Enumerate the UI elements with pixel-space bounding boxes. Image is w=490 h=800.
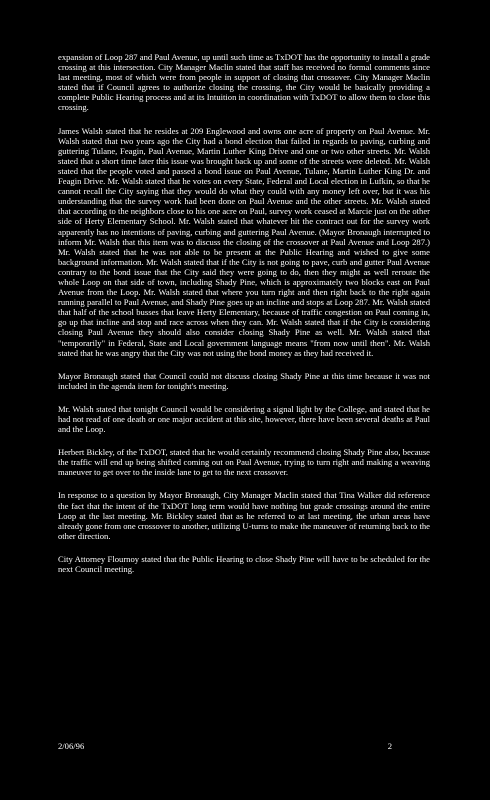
paragraph-crossover-closing: expansion of Loop 287 and Paul Avenue, up until such time as TxDOT has the opportunity to install a grade crossing at this intersection. City Manager Maclin stated that staff has received no formal comments since last meeting, most of which were from people in support of closing that crossover. City Manager Maclin stated that if Council agrees to authorize closing the crossing, the City would be basically providing a complete Public Hearing process and at its Intuition in coordination with TxDOT to allow them to close this crossing. (58, 52, 430, 113)
paragraph-walsh-signal-light: Mr. Walsh stated that tonight Council would be considering a signal light by the College, and stated that he had not read of one death or one major accident at this site, however, there have been several deaths at Paul and the Loop. (58, 403, 430, 435)
paragraph-mayor-shady-pine: Mayor Bronaugh stated that Council could not discuss closing Shady Pine at this time because it was not included in the agenda item for tonight's meeting. (58, 370, 430, 391)
paragraph-bickley-recommendation: Herbert Bickley, of the TxDOT, stated that he would certainly recommend closing Shady Pine also, because the traffic will end up being shifted coming out on Paul Avenue, trying to turn right and making a weaving maneuver to get over to the inside lane to get to the next crossover. (58, 447, 430, 478)
footer-date: 2/06/96 (58, 741, 85, 751)
paragraph-attorney-hearing: City Attorney Flournoy stated that the Public Hearing to close Shady Pine will have to be scheduled for the next Council meeting. (58, 553, 430, 575)
page-footer (58, 741, 430, 751)
paragraph-maclin-response: In response to a question by Mayor Bronaugh, City Manager Maclin stated that Tina Walker did reference the fact that the intent of the TxDOT long term would have nothing but grade crossings around the entire Loop at the last meeting. Mr. Bickley stated that as he referred to at last meeting, the urban areas have already gone from one crossover to another, utilizing U-turns to make the maneuver of returning back to the other direction. (58, 490, 430, 541)
page-number: 2 (387, 741, 392, 751)
document-page (58, 52, 430, 587)
paragraph-walsh-testimony: James Walsh stated that he resides at 209 Englewood and owns one acre of property on Paul Avenue. Mr. Walsh stated that two years ago the City had a bond election that failed in regards to paving, curbing and guttering Tulane, Feagin, Paul Avenue, Martin Luther King Drive and one or two other streets. Mr. Walsh stated that a short time later this issue was brought back up and some of the streets were deleted. Mr. Walsh stated that the people voted and passed a bond issue on Paul Avenue, Tulane, Martin Luther King Dr. and Feagin Drive. Mr. Walsh stated that he votes on every State, Federal and Local election in Lufkin, so that he cannot recall the City saying that they would do what they could with any money left over, but it was his understanding that the survey work had been done on Paul Avenue and the other streets. Mr. Walsh stated that according to the neighbors close to his one acre on Paul, survey work ceased at Marcie just on the other side of Herty Elementary School. Mr. Walsh stated that whatever hit the contract out for the survey work apparently has no intentions of paving, curbing and guttering Paul Avenue. (Mayor Bronaugh interrupted to inform Mr. Walsh that this item was to discuss the closing of the crossover at Paul Avenue and Loop 287.) Mr. Walsh stated that he was not able to be present at the Public Hearing and wished to give some background information. Mr. Walsh stated that if the City is not going to pave, curb and gutter Paul Avenue contrary to the bond issue that the City said they were going to do, then they might as well reroute the whole Loop on that side of town, including Shady Pine, which is approximately two blocks east on Paul Avenue from the Loop. Mr. Walsh stated that where you turn right and then right back to the right again running parallel to Paul Avenue, and Shady Pine goes up an incline and stops at Loop 287. Mr. Walsh stated that half of the school busses that leave Herty Elementary, because of traffic congestion on Paul coming in, go up that incline and stop and race across when they can. Mr. Walsh stated that if the City is considering closing Paul Avenue they should also consider closing Shady Pine as well. Mr. Walsh stated that "temporarily" in Federal, State and Local government language means "from now until then". Mr. Walsh stated that he was angry that the City was not using the bond money as they had received it. (58, 125, 430, 358)
